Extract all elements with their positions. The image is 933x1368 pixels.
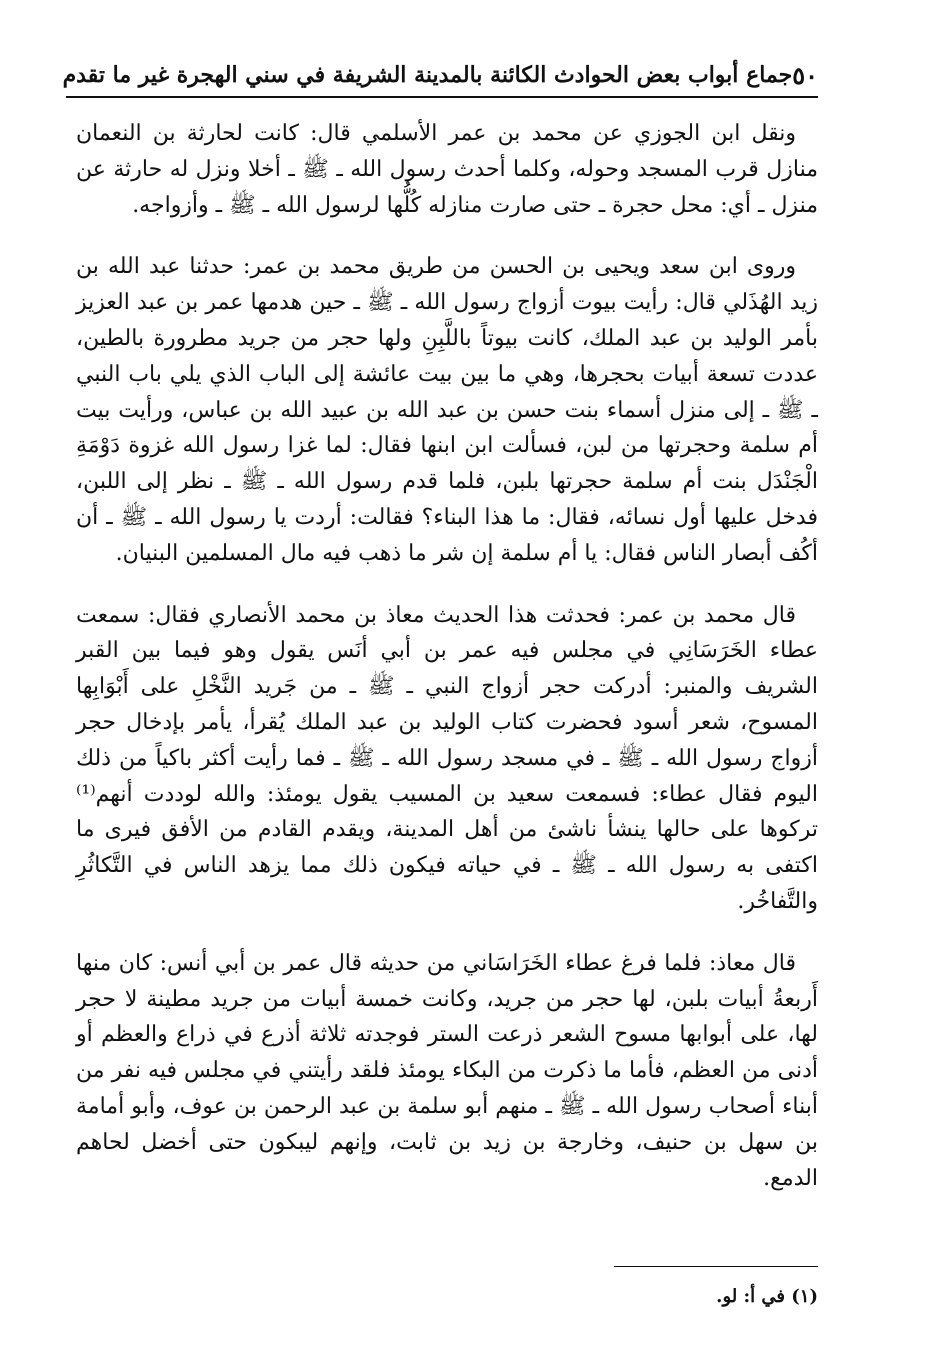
running-title: جماع أبواب بعض الحوادث الكائنة بالمدينة الشريفة في سني الهجرة غير ما تقدم bbox=[62, 62, 793, 88]
paragraph-2: وروى ابن سعد ويحيى بن الحسن من طريق محمد بن عمر: حدثنا عبد الله بن زيد الهُذَلي قال: رأيت بيوت أزواج رسول الله ـ ﷺ ـ حين هدمها عمر بن عبد العزيز بأمر الوليد بن عبد الملك، كانت بيوتاً باللَّبِنِ ولها حجر من جريد مطرورة بالطين، عددت تسعة أبيات بحجرها، وهي ما بين بيت عائشة إلى الباب الذي يلي باب النبي ـ ﷺ ـ إلى منزل أسماء بنت حسن بن عبد الله بن عبيد الله بن عباس، ورأيت بيت أم سلمة وحجرتها من لبن، فسألت ابن ابنها فقال: لما غزا رسول الله غزوة دَوْمَةِ الْجَنْدَل بنت أم سلمة حجرتها بلبن، فلما قدم رسول الله ـ ﷺ ـ نظر إلى اللبن، فدخل عليها أول نسائه، فقال: ما هذا البناء؟ فقالت: أردت يا رسول الله ـ ﷺ ـ أن أكُف أبصار الناس فقال: يا أم سلمة إن شر ما ذهب فيه مال المسلمين البنيان. bbox=[76, 254, 818, 566]
paragraph-4: قال معاذ: فلما فرغ عطاء الخَرَاسَاني من حديثه قال عمر بن أبي أنس: كان منها أَربعةُ أبيات بلبن، لها حجر من جريد، وكانت خمسة أبيات من جريد مطينة لا حجر لها، على أبوابها مسوح الشعر ذرعت الستر فوجدته ثلاثة أذرع في ذراع والعظم أو أدنى من العظم، فأما ما ذكرت من البكاء يومئذ فلقد رأيتني في مجلس فيه نفر من أبناء أصحاب رسول الله ـ ﷺ ـ منهم أبو سلمة بن عبد الرحمن بن عوف، وأبو أمامة بن سهل بن حنيف، وخارجة بن زيد بن ثابت، وإنهم ليبكون حتى أخضل لحاهم الدمع. bbox=[76, 950, 818, 1191]
footnote: (١) في أ: لو. bbox=[716, 1286, 818, 1307]
page-number: ٥٠ bbox=[792, 60, 818, 90]
paragraph-3: قال محمد بن عمر: فحدثت هذا الحديث معاذ بن محمد الأنصاري فقال: سمعت عطاء الخَرَسَانِي في مجلس فيه عمر بن أبي أنَس يقول وهو فيما بين القبر الشريف والمنبر: أدركت حجر أزواج النبي ـ ﷺ ـ من جَريد النَّخْلِ على أَبْوَابِها المسوح، شعر أسود فحضرت كتاب الوليد بن عبد الملك يُقرأ، يأمر بإدخال حجر أزواج رسول الله ـ ﷺ ـ في مسجد رسول الله ـ ﷺ ـ فما رأيت أكثر باكياً من ذلك اليوم فقال عطاء: فسمعت سعيد بن المسيب يقول يومئذ: والله لوددت أنهم⁽¹⁾ تركوها على حالها ينشأ ناشئ من أهل المدينة، ويقدم القادم من الأفق فيرى ما اكتفى به رسول الله ـ ﷺ ـ في حياته فيكون ذلك مما يزهد الناس في التَّكاثُرِ والتَّفاخُر. bbox=[76, 602, 818, 914]
paragraph-1: ونقل ابن الجوزي عن محمد بن عمر الأسلمي قال: كانت لحارثة بن النعمان منازل قرب المسجد وحوله، وكلما أحدث رسول الله ـ ﷺ ـ أخلا ونزل له حارثة عن منزل ـ أي: محل حجرة ـ حتى صارت منازله كُلُّها لرسول الله ـ ﷺ ـ وأزواجه. bbox=[76, 121, 818, 218]
header-rule bbox=[66, 96, 818, 98]
main-text bbox=[76, 116, 818, 1222]
page-header bbox=[62, 58, 818, 92]
footnote-rule bbox=[614, 1266, 818, 1267]
